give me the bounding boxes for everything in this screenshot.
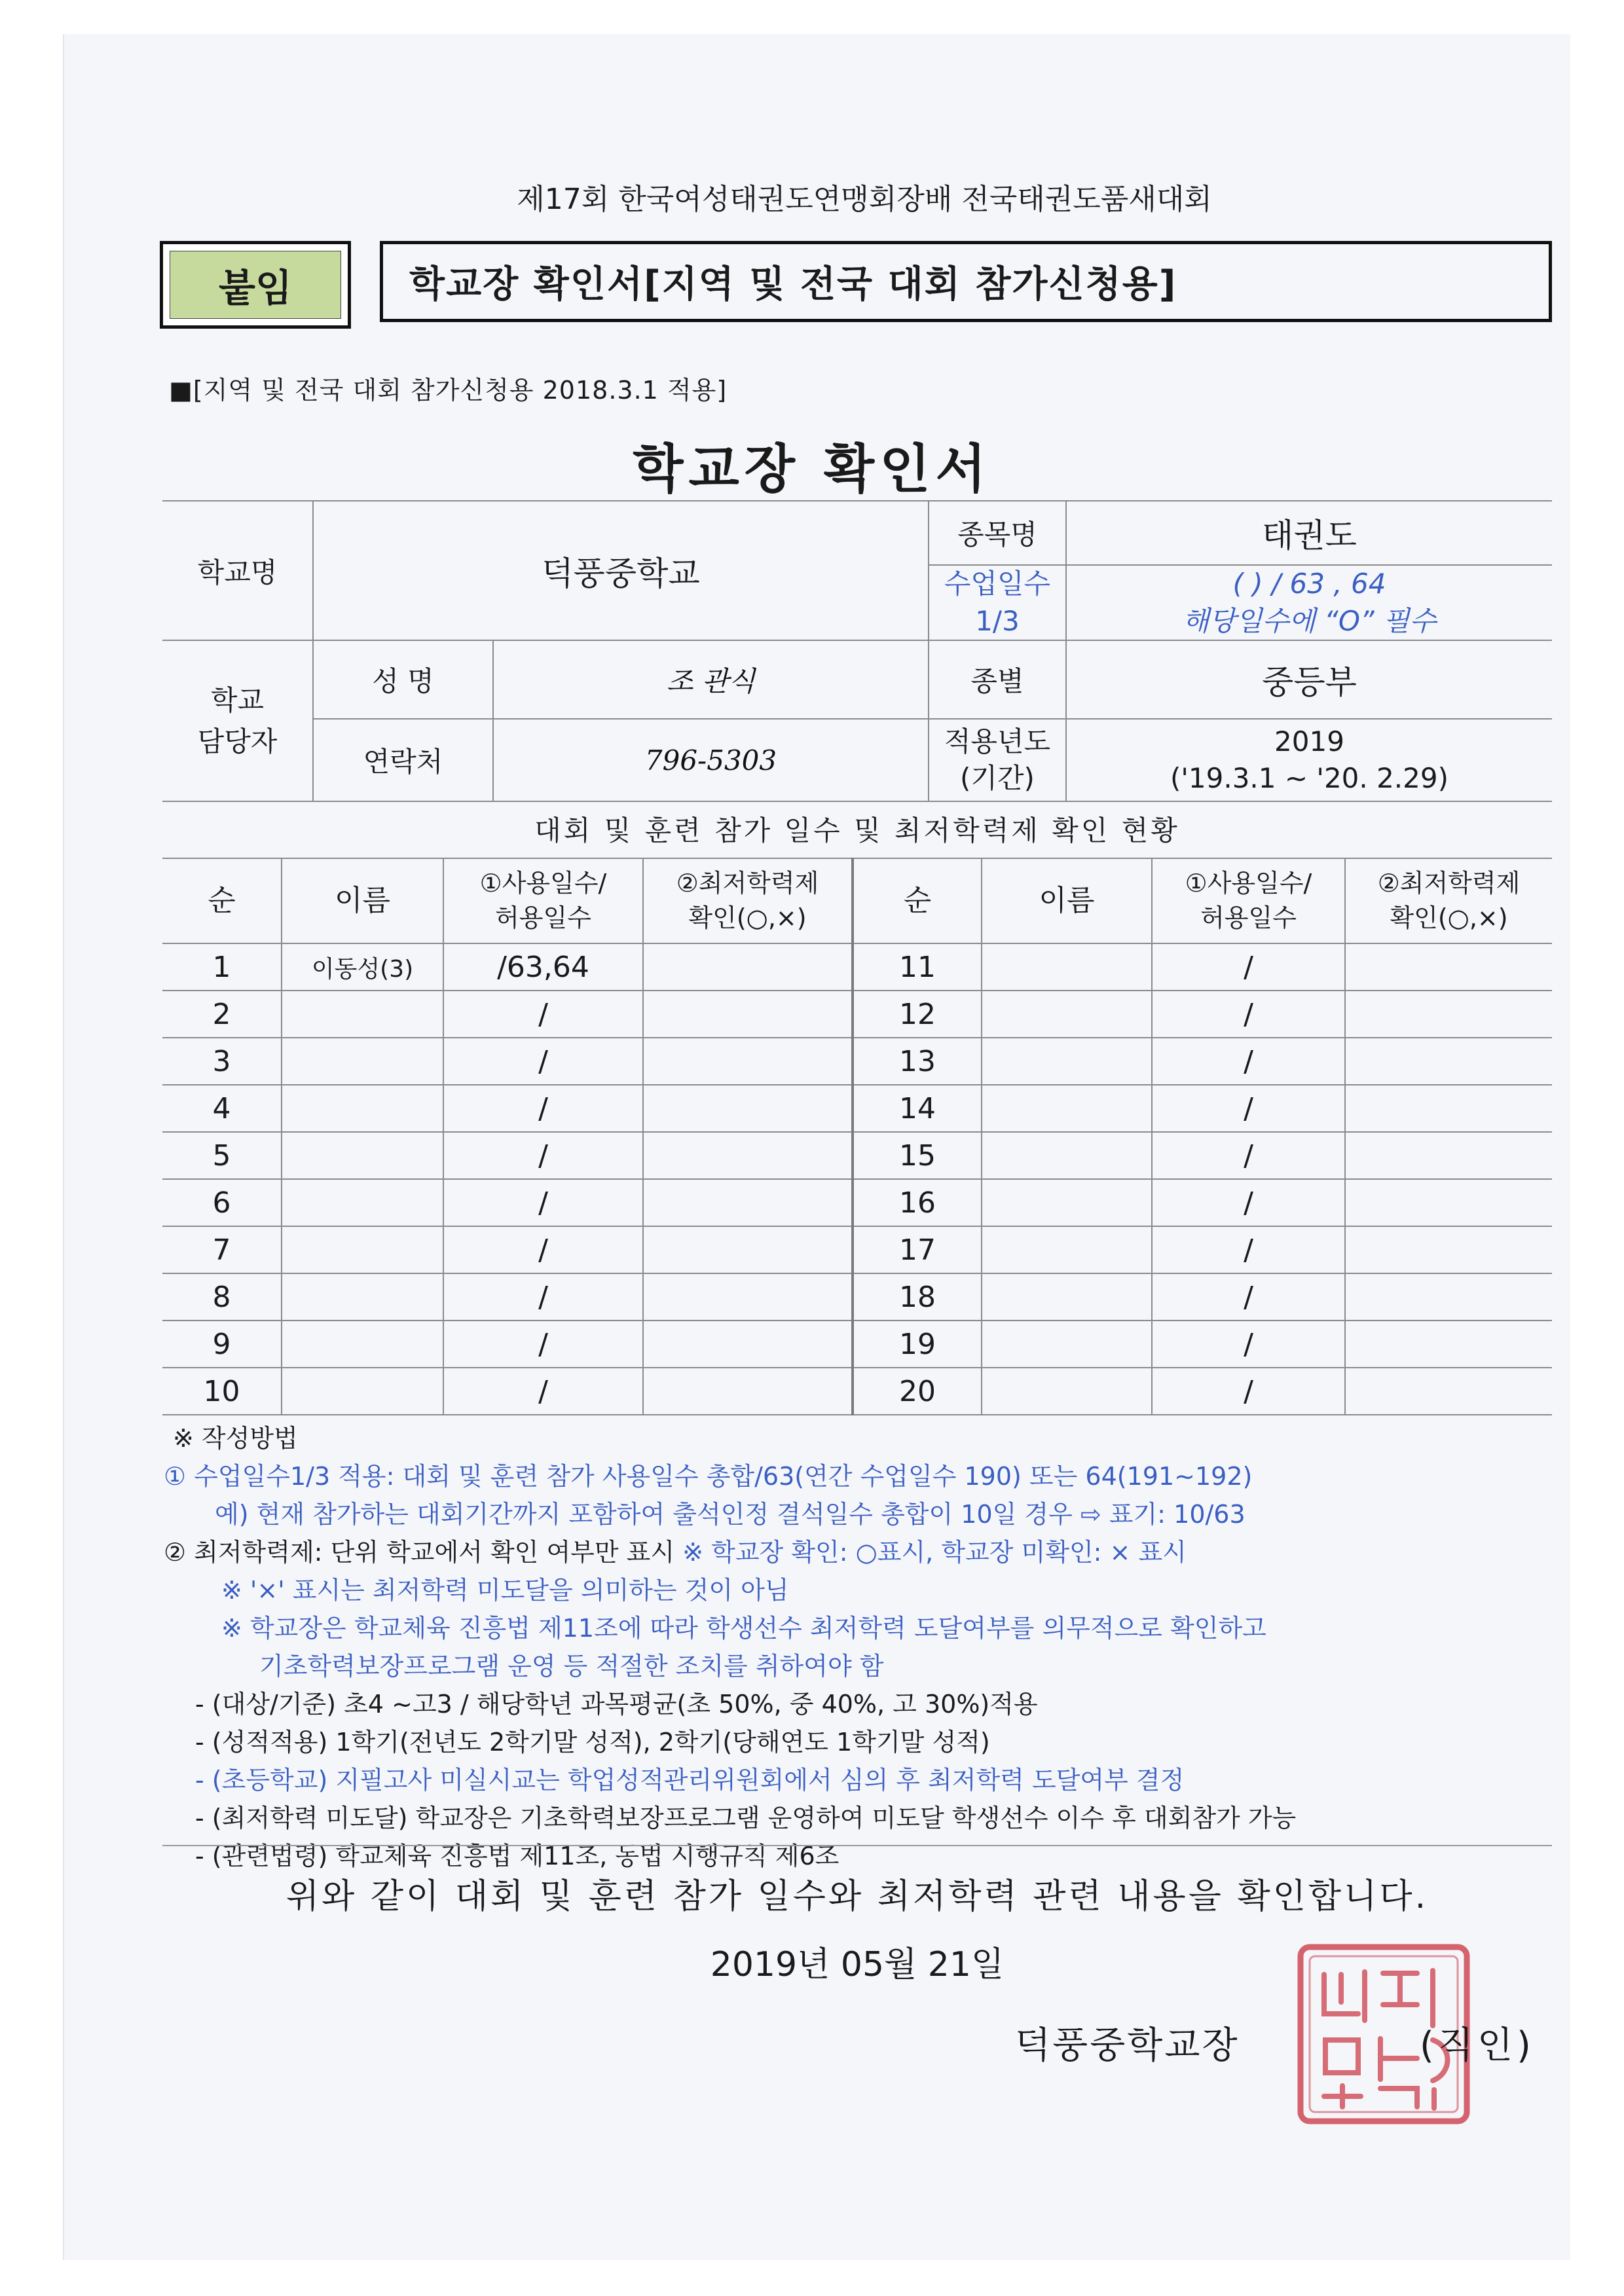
row-days: / [1152, 1273, 1345, 1321]
name-label: 성 명 [313, 640, 493, 719]
row-days: / [443, 991, 643, 1038]
row-no: 7 [162, 1226, 282, 1273]
row-name [982, 1085, 1152, 1132]
attachment-tag [160, 241, 351, 329]
competition-title: 제17회 한국여성태권도연맹회장배 전국태권도품새대회 [517, 183, 1212, 216]
school-name: 덕풍중학교 [313, 501, 929, 640]
row-no: 5 [162, 1132, 282, 1179]
class-days-value: ( ) / 63 , 64 [1232, 568, 1386, 600]
note-1a: ① 수업일수1/3 적용: 대회 및 훈련 참가 사용일수 총합/63(연간 수업일수 190) 또는 64(191~192) [164, 1462, 1253, 1491]
row-check [643, 1085, 853, 1132]
row-no: 16 [853, 1179, 982, 1226]
table-row [162, 1179, 1552, 1226]
table-row [162, 1038, 1552, 1085]
detail-1: - (대상/기준) 초4 ~고3 / 해당학년 과목평균(초 50%, 중 40%, 고 30%)적용 [195, 1690, 1038, 1719]
row-no: 9 [162, 1321, 282, 1368]
form-heading: 학교장 확인서[지역 및 전국 대회 참가신청용] [380, 241, 1552, 322]
year-value: 2019 [1274, 725, 1344, 757]
seal-label: (직인) [1420, 2024, 1535, 2067]
row-check [643, 1038, 853, 1085]
col-no-left: 순 [162, 858, 282, 943]
detail-3: - (초등학교) 지필고사 미실시교는 학업성적관리위원회에서 심의 후 최저학력 도달여부 결정 [195, 1766, 1185, 1795]
row-name [282, 1132, 443, 1179]
col-name-left: 이름 [282, 858, 443, 943]
row-no: 3 [162, 1038, 282, 1085]
note-2a: ② 최저학력제: 단위 학교에서 확인 여부만 표시 [164, 1538, 675, 1567]
col-name-right: 이름 [982, 858, 1152, 943]
row-no: 10 [162, 1368, 282, 1415]
table-row [162, 943, 1552, 991]
row-no: 19 [853, 1321, 982, 1368]
row-name [282, 1085, 443, 1132]
year-label: 적용년도 [944, 725, 1051, 757]
row-no: 13 [853, 1038, 982, 1085]
row-name [982, 1038, 1152, 1085]
row-check [1345, 1368, 1552, 1415]
row-check [643, 943, 853, 991]
row-name [282, 1273, 443, 1321]
table-row [162, 1321, 1552, 1368]
row-no: 2 [162, 991, 282, 1038]
staff-label-line2: 담당자 [197, 725, 278, 758]
class-days-ratio: 1/3 [975, 604, 1020, 637]
category-value: 중등부 [1066, 640, 1552, 719]
row-days: / [443, 1179, 643, 1226]
row-days: / [1152, 943, 1345, 991]
note-4b: 기초학력보장프로그램 운영 등 적절한 조치를 취하여야 함 [259, 1652, 884, 1681]
col-check-left: ②최저학력제 [676, 868, 819, 898]
row-check [1345, 991, 1552, 1038]
table-row [162, 991, 1552, 1038]
row-check [643, 1368, 853, 1415]
row-check [1345, 1273, 1552, 1321]
row-name [282, 1038, 443, 1085]
col-days-right-sub: 허용일수 [1200, 903, 1297, 932]
row-days: / [443, 1038, 643, 1085]
detail-5: - (관련법령) 학교체육 진흥법 제11조, 동법 시행규칙 제6조 [195, 1842, 840, 1870]
staff-name-handwritten: 조 관식 [493, 640, 929, 719]
row-name [282, 1179, 443, 1226]
table-row [162, 1273, 1552, 1321]
row-check [1345, 1226, 1552, 1273]
row-check [643, 1321, 853, 1368]
applies-note: ■[지역 및 전국 대회 참가신청용 2018.3.1 적용] [169, 376, 728, 405]
row-no: 6 [162, 1179, 282, 1226]
instructions [164, 1419, 1572, 1875]
row-days: / [443, 1368, 643, 1415]
note-3: ※ '×' 표시는 최저학력 미도달을 의미하는 것이 아님 [221, 1576, 789, 1605]
contact-label: 연락처 [313, 719, 493, 801]
row-check [643, 1179, 853, 1226]
row-name [282, 1321, 443, 1368]
event-value: 태권도 [1066, 501, 1552, 565]
col-check-left-sub: 확인(○,×) [688, 903, 807, 932]
row-days: / [1152, 1085, 1345, 1132]
note-4a: ※ 학교장은 학교체육 진흥법 제11조에 따라 학생선수 최저학력 도달여부를 의무적으로 확인하고 [221, 1614, 1266, 1643]
row-days: / [1152, 1226, 1345, 1273]
row-no: 15 [853, 1132, 982, 1179]
row-no: 4 [162, 1085, 282, 1132]
divider [162, 1845, 1552, 1846]
row-days: /63,64 [443, 943, 643, 991]
class-days-hint: 해당일수에 “O” 필수 [1182, 604, 1437, 637]
page-title: 학교장 확인서 [633, 439, 991, 500]
col-check-right-sub: 확인(○,×) [1390, 903, 1508, 932]
row-no: 18 [853, 1273, 982, 1321]
contact-handwritten: 796-5303 [493, 719, 929, 801]
row-days: / [1152, 1038, 1345, 1085]
period-value: ('19.3.1 ~ '20. 2.29) [1170, 762, 1449, 795]
row-days: / [1152, 991, 1345, 1038]
row-days: / [443, 1273, 643, 1321]
table-row [162, 1226, 1552, 1273]
row-check [1345, 1132, 1552, 1179]
class-days-label: 수업일수 [944, 568, 1051, 600]
row-check [643, 991, 853, 1038]
instructions-heading: ※ 작성방법 [173, 1424, 298, 1453]
row-no: 12 [853, 991, 982, 1038]
row-no: 11 [853, 943, 982, 991]
attachment-tag-label: 붙임 [170, 251, 341, 319]
row-no: 17 [853, 1226, 982, 1273]
col-no-right: 순 [853, 858, 982, 943]
col-days-right: ①사용일수/ [1185, 868, 1312, 898]
period-label: (기간) [960, 762, 1035, 795]
col-days-left: ①사용일수/ [479, 868, 607, 898]
category-label: 종별 [929, 640, 1066, 719]
row-no: 8 [162, 1273, 282, 1321]
note-2b: ※ 학교장 확인: ○표시, 학교장 미확인: × 표시 [682, 1538, 1187, 1567]
row-no: 20 [853, 1368, 982, 1415]
row-no: 1 [162, 943, 282, 991]
row-days: / [443, 1321, 643, 1368]
note-1b: 예) 현재 참가하는 대회기간까지 포함하여 출석인정 결석일수 총합이 10일 경우 ⇨ 표기: 10/63 [215, 1500, 1246, 1529]
row-check [1345, 943, 1552, 991]
principal-name: 덕풍중학교장 [1015, 2024, 1240, 2067]
row-days: / [1152, 1368, 1345, 1415]
table-row [162, 1368, 1552, 1415]
school-info-table [162, 500, 1552, 802]
row-check [643, 1132, 853, 1179]
row-check [643, 1273, 853, 1321]
row-name [282, 991, 443, 1038]
detail-4: - (최저학력 미도달) 학교장은 기초학력보장프로그램 운영하여 미도달 학생선수 이수 후 대회참가 가능 [195, 1804, 1297, 1832]
school-label: 학교명 [162, 501, 313, 640]
row-name [282, 1368, 443, 1415]
col-days-left-sub: 허용일수 [495, 903, 591, 932]
col-check-right: ②최저학력제 [1377, 868, 1521, 898]
row-name [982, 1226, 1152, 1273]
row-days: / [1152, 1132, 1345, 1179]
event-label: 종목명 [929, 501, 1066, 565]
issue-date: 2019년 05월 21일 [710, 1945, 1005, 1984]
confirmation-statement: 위와 같이 대회 및 훈련 참가 일수와 최저학력 관련 내용을 확인합니다. [286, 1877, 1429, 1916]
row-check [1345, 1179, 1552, 1226]
staff-label-line1: 학교 [210, 684, 265, 717]
table-row [162, 1085, 1552, 1132]
row-name [982, 1132, 1152, 1179]
participation-table [162, 858, 1552, 1415]
row-name: 이동성(3) [282, 943, 443, 991]
row-name [982, 943, 1152, 991]
row-check [643, 1226, 853, 1273]
row-days: / [1152, 1179, 1345, 1226]
row-days: / [1152, 1321, 1345, 1368]
row-name [982, 1273, 1152, 1321]
row-name [982, 1321, 1152, 1368]
row-name [982, 1368, 1152, 1415]
detail-2: - (성적적용) 1학기(전년도 2학기말 성적), 2학기(당해연도 1학기말 성적) [195, 1728, 990, 1757]
status-title: 대회 및 훈련 참가 일수 및 최저학력제 확인 현황 [534, 814, 1180, 847]
row-check [1345, 1321, 1552, 1368]
row-days: / [443, 1226, 643, 1273]
row-name [982, 1179, 1152, 1226]
row-name [282, 1226, 443, 1273]
row-check [1345, 1085, 1552, 1132]
row-name [982, 991, 1152, 1038]
row-days: / [443, 1132, 643, 1179]
table-row [162, 1132, 1552, 1179]
row-no: 14 [853, 1085, 982, 1132]
row-days: / [443, 1085, 643, 1132]
row-check [1345, 1038, 1552, 1085]
